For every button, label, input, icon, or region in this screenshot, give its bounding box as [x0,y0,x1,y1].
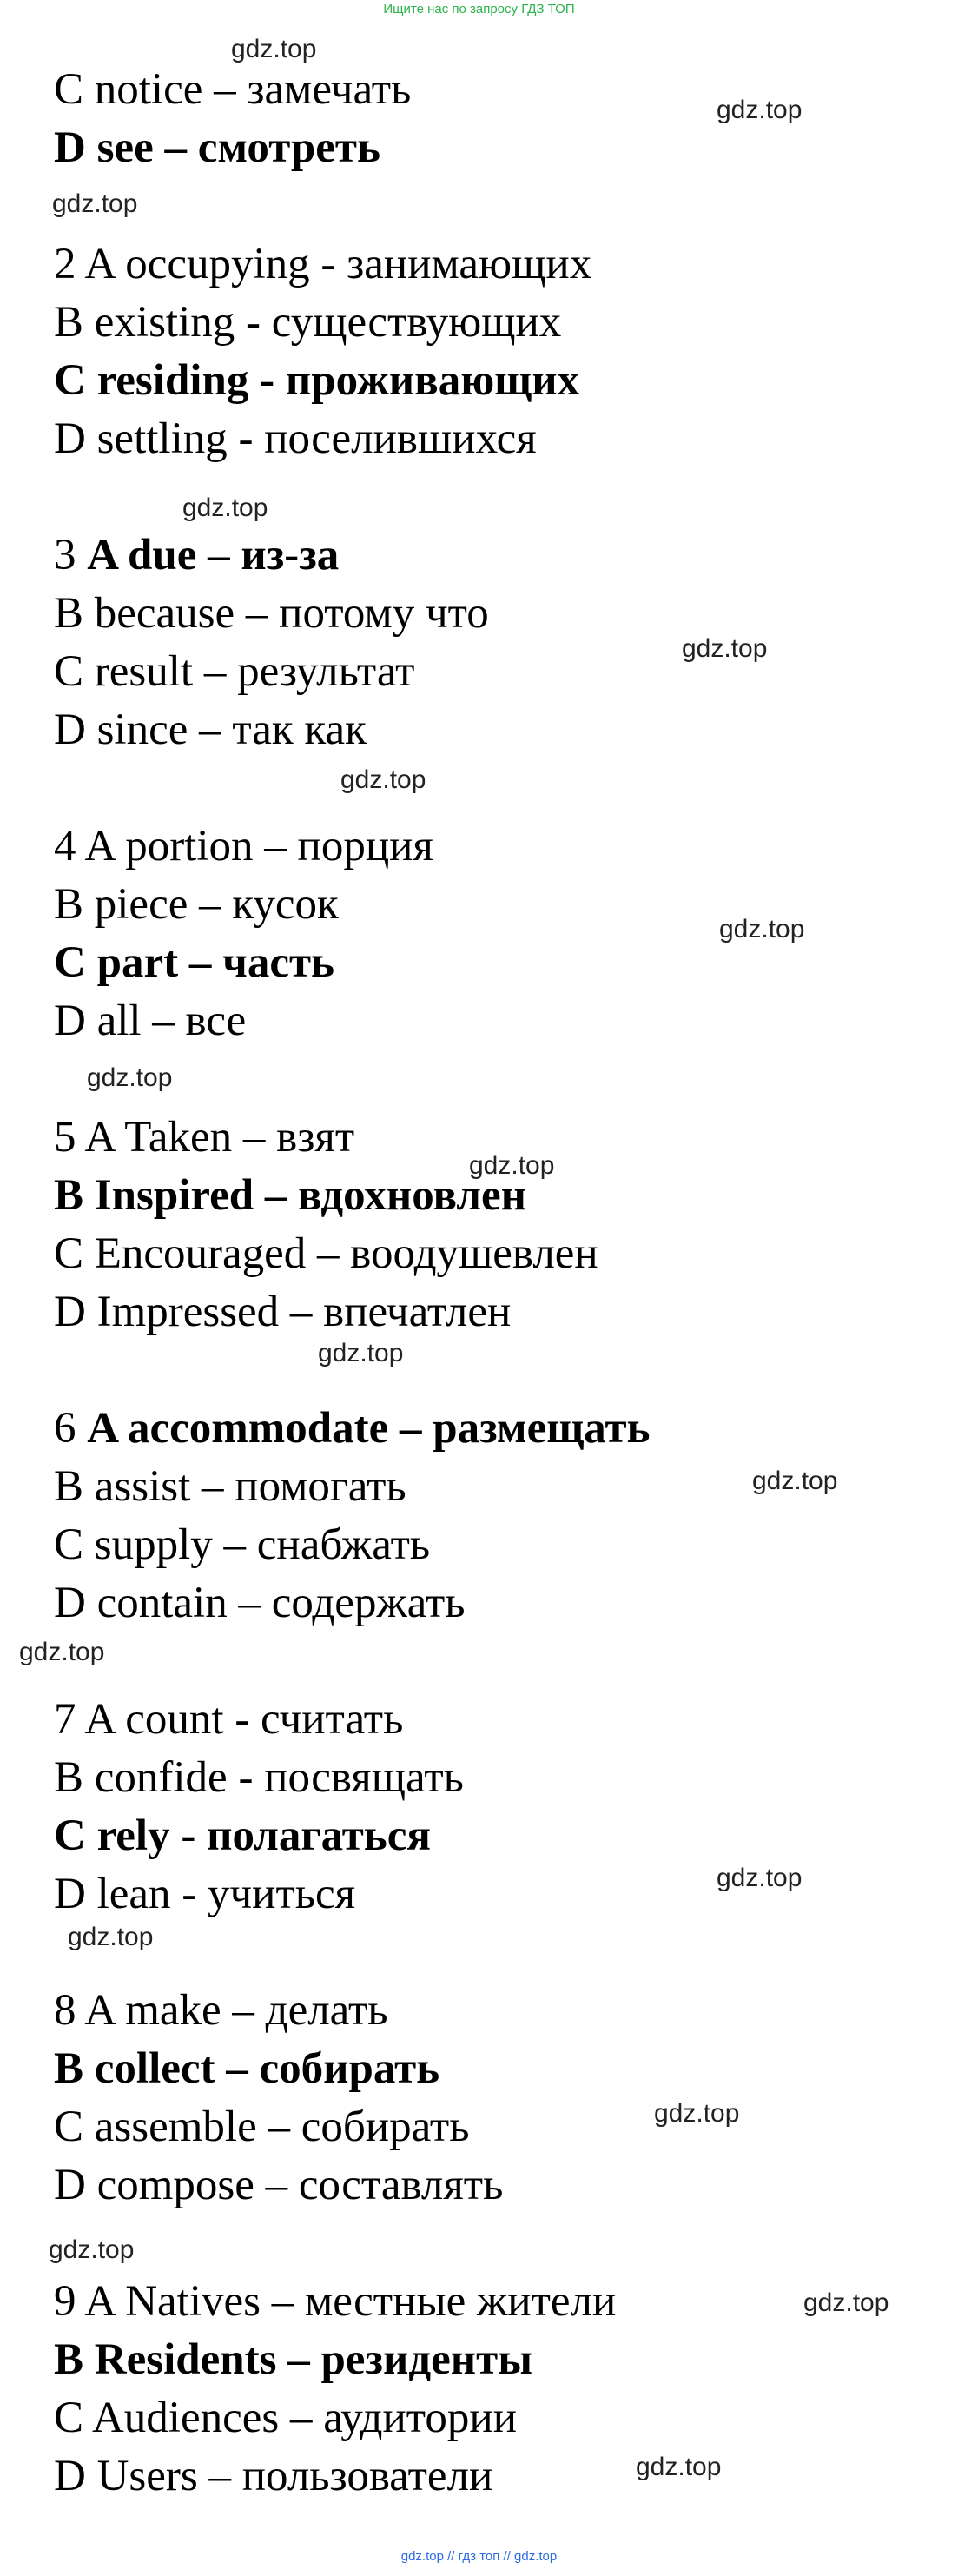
header-banner: Ищите нас по запросу ГДЗ ТОП [383,2,575,17]
question-number: 3 [54,531,88,579]
question-number: 6 [54,1404,88,1453]
answer-line-correct: C rely - полагаться [54,1811,431,1860]
watermark: gdz.top [803,2288,889,2317]
answer-line [54,533,339,578]
answer-line: 4 A portion – порция [54,822,433,871]
watermark: gdz.top [182,493,268,522]
watermark: gdz.top [52,189,138,218]
answer-line: B existing - существующих [54,298,562,347]
correct-answer: A due – из-за [87,531,340,579]
answer-line: 9 A Natives – местные жители [54,2277,617,2326]
answer-line: C Encouraged – воодушевлен [54,1229,598,1278]
answer-line: B assist – помогать [54,1462,406,1511]
footer-banner: gdz.top // гдз топ // gdz.top [400,2549,558,2564]
watermark: gdz.top [717,1864,803,1892]
answer-line: D Users – пользователи [54,2452,493,2500]
watermark: gdz.top [68,1923,154,1951]
answer-line: C Audiences – аудитории [54,2394,517,2442]
answer-line: 5 A Taken – взят [54,1113,355,1162]
watermark: gdz.top [87,1063,173,1092]
watermark: gdz.top [340,765,426,794]
answer-line: B piece – кусок [54,880,339,929]
answer-line: C supply – снабжать [54,1520,431,1569]
answer-line-correct: B collect – собирать [54,2044,440,2093]
answer-line: 8 A make – делать [54,1986,388,2035]
answer-line-correct: D see – смотреть [54,123,380,172]
watermark: gdz.top [231,35,317,63]
answer-line-correct: B Residents – резиденты [54,2335,533,2384]
watermark: gdz.top [752,1467,838,1495]
answer-line-correct: C part – часть [54,938,334,987]
watermark: gdz.top [19,1638,105,1666]
watermark: gdz.top [49,2235,135,2264]
answer-line: D all – все [54,997,247,1045]
answer-line: C assemble – собирать [54,2103,470,2151]
answer-line: B confide - посвящать [54,1753,464,1802]
answer-line: D lean - учиться [54,1870,356,1918]
answer-line: 2 A occupying - занимающих [54,240,592,288]
answer-line: C notice – замечать [54,65,412,114]
answer-line-correct: B Inspired – вдохновлен [54,1171,526,1220]
correct-answer: A accommodate – размещать [87,1404,651,1453]
answer-line-correct: C residing - проживающих [54,356,580,405]
watermark: gdz.top [717,96,803,124]
answer-line: D settling - поселившихся [54,414,537,463]
answer-line: C result – результат [54,647,415,696]
watermark: gdz.top [682,634,768,663]
answer-line: D compose – составлять [54,2161,504,2209]
watermark: gdz.top [318,1339,404,1367]
answer-line: B because – потому что [54,589,489,638]
watermark: gdz.top [636,2453,722,2481]
answer-line: 7 A count - считать [54,1695,404,1744]
answer-line: D Impressed – впечатлен [54,1288,512,1336]
watermark: gdz.top [654,2099,740,2128]
answer-line: D contain – содержать [54,1579,466,1627]
answer-line: D since – так как [54,705,367,754]
watermark: gdz.top [719,915,805,944]
answer-line [54,1404,651,1453]
watermark: gdz.top [469,1151,555,1180]
